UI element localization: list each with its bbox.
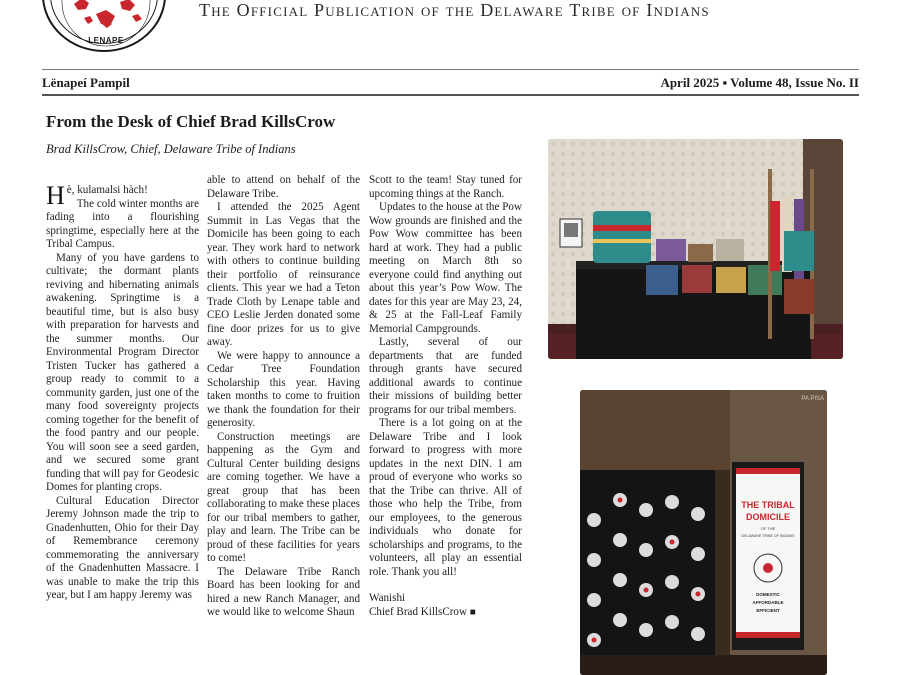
- article-byline: Brad KillsCrow, Chief, Delaware Tribe of Indians: [46, 142, 296, 156]
- seal-label: LENAPE: [88, 36, 124, 45]
- drop-cap: H: [46, 181, 65, 210]
- banner-tag-efficient: EFFICIENT: [756, 608, 780, 613]
- article-paragraph: The cold winter months are fading into a flourishing springtime, especially here at the Tribal Campus.: [46, 197, 199, 250]
- photo-trade-cloth-table: [548, 139, 843, 359]
- end-mark: ■: [469, 606, 476, 618]
- article-paragraph: The Delaware Tribe Ranch Board has been looking for and hired a new Ranch Manager, and we would like to welcome Shaun: [207, 565, 360, 618]
- photo-tribal-domicile-banner: [580, 390, 827, 675]
- article-column-3: [369, 174, 522, 619]
- closing: Wanishi: [369, 592, 406, 604]
- issue-info: April 2025 ▪ Volume 48, Issue No. II: [660, 75, 859, 90]
- article-paragraph: Scott to the team! Stay tuned for upcoming things at the Ranch.: [369, 174, 522, 200]
- article-paragraph: I attended the 2025 Agent Summit in Las Vegas that the Domicile has been going to each year. They work hard to network with others to continue building their portfolio of reinsurance clients. This year we had a Teton Trade Cloth by Lenape table and CEO Leslie Jerden donated some fine door prizes for us to give away.: [207, 201, 360, 348]
- banner-tag-affordable: AFFORDABLE: [752, 600, 784, 605]
- masthead-tagline: The Official Publication of the Delaware Tribe of Indians: [199, 0, 710, 20]
- article-paragraph: able to attend on behalf of the Delaware Tribe.: [207, 174, 360, 200]
- banner-title-line1: THE TRIBAL: [741, 500, 795, 510]
- article-paragraph: Updates to the house at the Pow Wow grounds are finished and the Pow Wow committee has been hard at work. They had a public meeting on March 8th so everyone could find anything out about this year’s Pow Wow. The dates for this year are May 23, 24, & 25 at the Fall-Leaf Family Memorial Campgrounds.: [369, 201, 522, 335]
- article-paragraph: We were happy to announce a Cedar Tree Foundation Scholarship this year. Having taken months to come to fruition we thank the foundation for their generosity.: [207, 349, 360, 429]
- article-paragraph: Many of you have gardens to cultivate; the dormant plants reviving and hibernating animals awakening. Springtime is a beautiful time, but is also busy with preparation for harvests and the summer months. Our Environmental Program Director Tristen Tucker has gathered a group ready to commit to a community garden, just one of the many food sovereignty projects coming together for the benefit of the food pantry and our people. You will soon see a seed garden, and we secured some grant funding that will pay for Geodesic Domes for planting crops.: [46, 251, 199, 493]
- wall-sign: PA PISA: [801, 396, 824, 402]
- article-paragraph: Lastly, several of our departments that are funded through grants have secured additional awards to continue their missions of building better programs for our tribal members.: [369, 336, 522, 416]
- article-column-2: [207, 174, 360, 620]
- article-paragraph: Construction meetings are happening as the Gym and Cultural Center building designs are coming together. We have a great group that has been collaborating to make these places for our tribal members to gather, play and learn. The Tribe can be proud of these facilities for years to come!: [207, 430, 360, 564]
- signature: Chief Brad KillsCrow: [369, 605, 467, 618]
- banner-of-the: OF THE: [760, 526, 776, 531]
- article-paragraph: Hè, kulamalsi hàch!: [46, 181, 148, 210]
- banner-title-line2: DOMICILE: [746, 512, 790, 522]
- tribal-seal-logo: [42, 0, 166, 52]
- masthead-rule-bottom: [42, 94, 859, 96]
- masthead-rule: [42, 69, 859, 70]
- article-column-1: [46, 181, 199, 603]
- signature-line: [369, 606, 522, 620]
- article-paragraph: There is a lot going on at the Delaware Tribe and I look forward to progress with more updates in the next DIN. I am proud of everyone who works so that the Tribe can thrive. All of those who help the Tribe, from our employees, to the generous individuals who donate for scholarships and programs, to the volunteers, all play an essential role. Thank you all!: [369, 417, 522, 578]
- newspaper-name: Lënapeí Pampil: [42, 75, 130, 90]
- banner-tag-domestic: DOMESTIC: [756, 592, 780, 597]
- article-paragraph: Cultural Education Director Jeremy Johnson made the trip to Gnadenhutten, Ohio for their Day of Remembrance ceremony commemorating the anniversary of the Gnadenhutten Massacre. I was unable to make the trip this year, but I am happy Jeremy was: [46, 494, 199, 601]
- banner-org: DELAWARE TRIBE OF INDIANS: [741, 534, 795, 538]
- article-headline: From the Desk of Chief Brad KillsCrow: [46, 112, 336, 131]
